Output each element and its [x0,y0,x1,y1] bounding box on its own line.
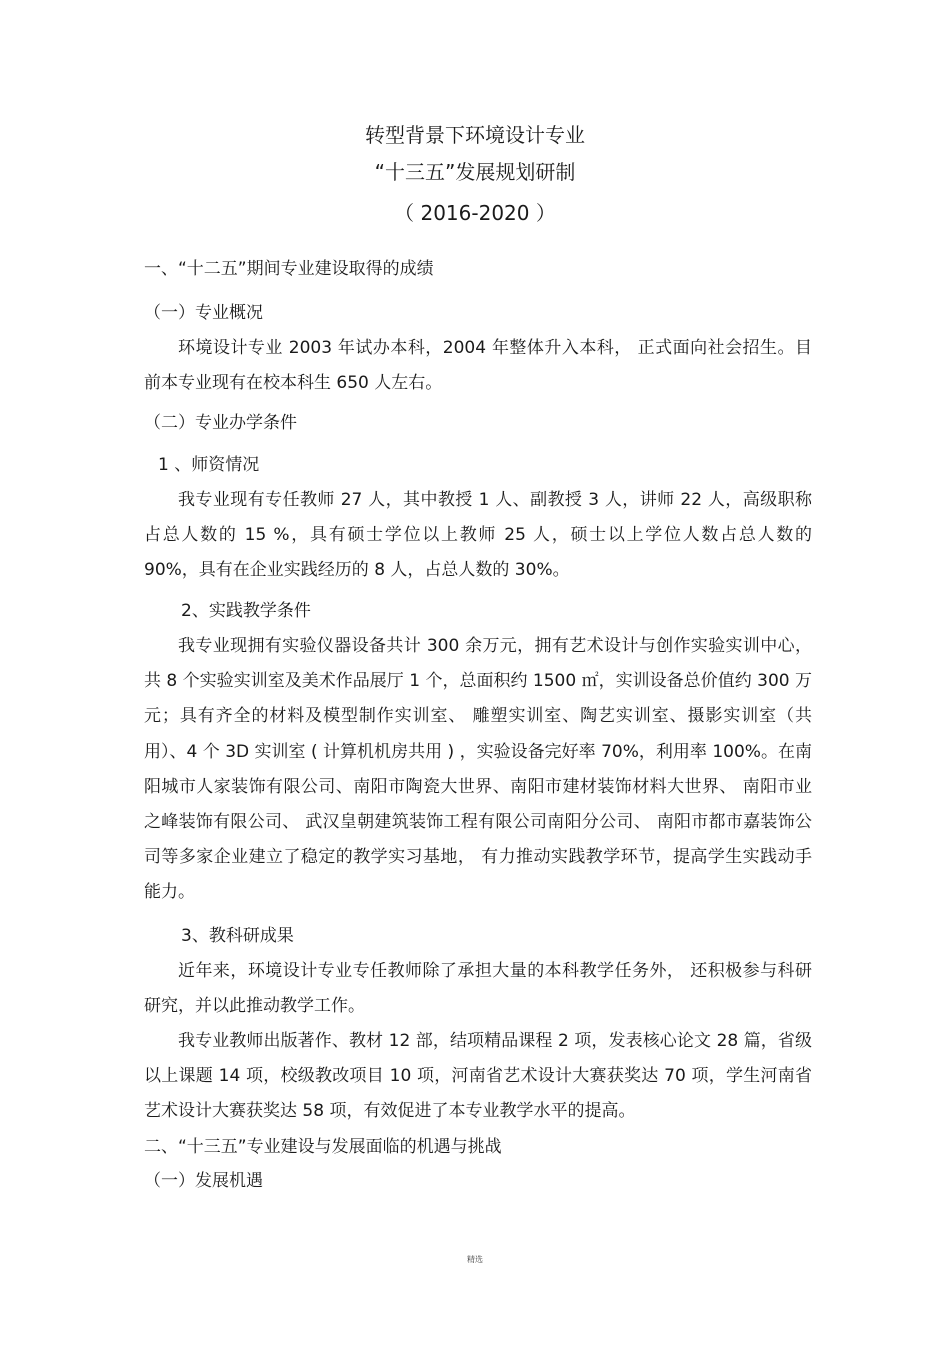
item-2-heading: 2、实践教学条件 [181,601,311,621]
section-1-subheading-1: （一）专业概况 [144,303,263,323]
doc-title-line-1: 转型背景下环境设计专业 [365,123,585,147]
faculty-paragraph: 我专业现有专任教师 27 人，其中教授 1 人、副教授 3 人，讲师 22 人，高级职称占总人数的 15 %，具有硕士学位以上教师 25 人，硕士以上学位人数占总人数的 90%，具有在企业实践经历的 8 人，占总人数的 30%。 [144,490,812,581]
section-2-subheading-1: （一）发展机遇 [144,1171,263,1191]
research-paragraph-2: 我专业教师出版著作、教材 12 部，结项精品课程 2 项，发表核心论文 28 篇，省级以上课题 14 项，校级教改项目 10 项，河南省艺术设计大赛获奖达 70 项，学生河南省艺术设计大赛获奖达 58 项，有效促进了本专业教学水平的提高。 [144,1031,812,1122]
section-1-heading: 一、“十二五”期间专业建设取得的成绩 [144,259,434,279]
page-footer: 精选 [467,1255,483,1264]
practice-paragraph: 我专业现拥有实验仪器设备共计 300 余万元，拥有艺术设计与创作实验实训中心，共 8 个实验实训室及美术作品展厅 1 个，总面积约 1500 ㎡，实训设备总价值约 300 万元；具有齐全的材料及模型制作实训室、 雕塑实训室、陶艺实训室、摄影实训室（共用）、4 个 3D 实训室 ( 计算机机房共用 ) ，实验设备完好率 70%，利用率 100%。在南阳城市人家装饰有限公司、南阳市陶瓷大世界、南阳市建材装饰材料大世界、 南阳市业之峰装饰有限公司、 武汉皇朝建筑装饰工程有限公司南阳分公司、 南阳市都市嘉装饰公司等多家企业建立了稳定的教学实习基地， 有力推动实践教学环节，提高学生实践动手能力。 [144,636,812,903]
section-2-heading: 二、“十三五”专业建设与发展面临的机遇与挑战 [144,1137,502,1157]
research-paragraph-1: 近年来，环境设计专业专任教师除了承担大量的本科教学任务外， 还积极参与科研研究，并以此推动教学工作。 [144,961,812,1017]
doc-title-line-2: “十三五”发展规划研制 [374,160,576,184]
item-1-heading: 1 、师资情况 [158,455,260,475]
doc-title-line-3: （ 2016-2020 ） [394,201,556,225]
item-3-heading: 3、教科研成果 [181,926,294,946]
section-1-subheading-2: （二）专业办学条件 [144,413,297,433]
overview-paragraph: 环境设计专业 2003 年试办本科，2004 年整体升入本科， 正式面向社会招生。目前本专业现有在校本科生 650 人左右。 [144,338,812,394]
